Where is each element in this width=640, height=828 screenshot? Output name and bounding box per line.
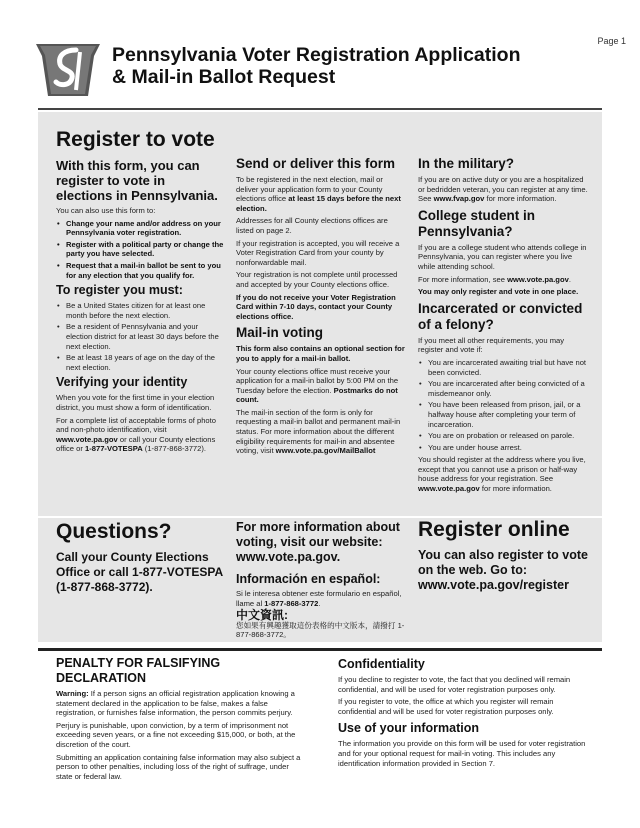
list-item: • Request that a mail-in ballot be sent to you for any election that you qualify for. <box>56 261 224 280</box>
vote-link[interactable]: www.vote.pa.gov <box>507 274 569 284</box>
register-also: You can also use this form to: <box>56 206 156 215</box>
spanish-body: Si le interesa obtener este formulario en español, llame al 1-877-868-3772. <box>236 589 402 608</box>
pennsylvania-keystone-logo <box>36 40 100 96</box>
mail-p1: This form also contains an optional section for you to apply for a mail-in ballot. <box>236 344 405 363</box>
penalty-p1: Warning: If a person signs an official registration application knowing a statement declared in the application to be false, makes a false registration, or furnishes false information, the person commits perjury. <box>56 689 295 718</box>
confidentiality-block <box>338 656 588 771</box>
college-p3: You may only register and vote in one place. <box>418 287 579 297</box>
penalty-p3: Submitting an application containing false information may also subject a person to other penalties, including loss of the right of suffrage, under state or federal law. <box>56 752 301 781</box>
more-info-block <box>236 520 412 643</box>
penalty-p2: Perjury is punishable, upon conviction, by a term of imprisonment not exceeding seven years, or a fine not exceeding $15,000, or both, at the discretion of the court. <box>56 720 296 749</box>
list-item: • Be a resident of Pennsylvania and your election district for at least 30 days before the next election. <box>56 322 224 351</box>
list-item: • Be at least 18 years of age on the day of the next election. <box>56 353 224 372</box>
send-p3: If your registration is accepted, you will receive a Voter Registration Card from your county by nonforwardable mail. <box>236 238 400 267</box>
send-title: Send or deliver this form <box>236 156 396 171</box>
mail-title: Mail-in voting <box>236 325 323 341</box>
verify-p1: When you vote for the first time in your election district, you must show a form of identification. <box>56 393 215 412</box>
military-p1: If you are on active duty or you are a hospitalized or bedridden veteran, you can register at any time. See www.fvap.gov for more information. <box>418 175 588 204</box>
more-info-title: For more information about voting, visit our website: www.vote.pa.gov. <box>236 520 400 564</box>
list-item: • You are incarcerated awaiting trial but have not been convicted. <box>418 358 588 377</box>
confidentiality-title: Confidentiality <box>338 657 425 671</box>
send-column <box>236 156 406 459</box>
verify-title: Verifying your identity <box>56 375 188 390</box>
header-rule <box>38 108 602 110</box>
questions-block <box>56 520 224 595</box>
college-p1: If you are a college student who attends college in Pennsylvania, you can register where you live while attending school. <box>418 242 587 271</box>
mailballot-link[interactable]: www.vote.pa.gov/MailBallot <box>275 446 376 456</box>
section-divider <box>38 648 602 651</box>
penalty-title: PENALTY FOR FALSIFYING DECLARATION <box>56 656 221 685</box>
votespa-phone: 1-877-VOTESPA <box>85 444 143 454</box>
title-line-2: & Mail-in Ballot Request <box>112 66 336 88</box>
military-column <box>418 156 588 497</box>
fvap-link[interactable]: www.fvap.gov <box>433 194 485 204</box>
felony-p1: If you meet all other requirements, you may register and vote if: <box>418 335 565 355</box>
confidentiality-p2: If you register to vote, the office at which you register will remain confidential and will be used for voter registration purposes only. <box>338 697 554 716</box>
list-item: • You are on probation or released on parole. <box>418 431 588 441</box>
list-item: • You have been released from prison, jail, or a halfway house after completing your term of incarceration. <box>418 400 588 429</box>
online-title: Register online <box>418 518 570 541</box>
military-title: In the military? <box>418 156 515 171</box>
list-item: • You are under house arrest. <box>418 443 588 453</box>
must-title: To register you must: <box>56 283 183 298</box>
online-body: You can also register to vote on the web. Go to: www.vote.pa.gov/register <box>418 548 588 592</box>
page-number: Page 1 <box>597 36 626 46</box>
mail-p2: Your county elections office must receive your application for a mail-in ballot by 5:00 PM on the Tuesday before the election. Postmarks do not count. <box>236 366 399 405</box>
college-p2: For more information, see www.vote.pa.gov. <box>418 274 571 284</box>
title-line-1: Pennsylvania Voter Registration Application <box>112 44 521 66</box>
chinese-body: 您如果有興趣獲取這份表格的中文版本，請撥打 1-877-868-3772。 <box>236 620 405 640</box>
list-item: • You are incarcerated after being convicted of a misdemeanor only. <box>418 379 588 398</box>
confidentiality-p1: If you decline to register to vote, the fact that you declined will remain confidential, and will be used for voter registration purposes only. <box>338 675 571 694</box>
chinese-title: 中文資訊: <box>236 608 288 623</box>
spanish-phone: 1-877-868-3772 <box>264 598 319 608</box>
use-body: The information you provide on this form will be used for voter registration and for your optional request for mail-in voting. This includes any identification information provided in Section 7. <box>338 739 586 768</box>
questions-body: Call your County Elections Office or call 1-877-VOTESPA (1-877-868-3772). <box>56 550 223 594</box>
felony-title: Incarcerated or convicted of a felony? <box>418 300 583 332</box>
send-p1: To be registered in the next election, mail or deliver your application form to your County elections office at least 15 days before the next election. <box>236 175 401 213</box>
list-item: • Register with a political party or change the party you have selected. <box>56 240 224 259</box>
felony-list <box>418 358 588 452</box>
send-p4: Your registration is not complete until processed and accepted by your County elections office. <box>236 270 398 289</box>
felony-p2: You should register at the address where you live, except that you cannot use a prison or half-way house address for your registration. See www.vote.pa.gov for more information. <box>418 455 586 494</box>
must-list <box>56 301 224 372</box>
list-item: • Be a United States citizen for at least one month before the next election. <box>56 301 224 320</box>
penalty-block <box>56 656 306 784</box>
college-title: College student in Pennsylvania? <box>418 207 536 239</box>
verify-p2: For a complete list of acceptable forms of photo and non-photo identification, visit www.vote.pa.gov or call your County elections office or 1-877-VOTESPA (1-877-868-3772). <box>56 415 216 454</box>
vote-link[interactable]: www.vote.pa.gov <box>418 484 480 494</box>
send-p2: Addresses for all County elections offices are listed on page 2. <box>236 216 388 235</box>
online-block <box>418 518 590 593</box>
list-item: • Change your name and/or address on your Pennsylvania voter registration. <box>56 219 224 238</box>
spanish-title: Información en español: <box>236 572 381 586</box>
register-title: Register to vote <box>56 128 215 151</box>
register-uses-list <box>56 219 224 281</box>
register-lead: With this form, you can register to vote in elections in Pennsylvania. <box>56 158 218 203</box>
vote-link[interactable]: www.vote.pa.gov <box>56 434 118 444</box>
mail-p3: The mail-in section of the form is only for requesting a mail-in ballot and permanent mail-in status. For more information about the different eligibility requirements for mail-in and absentee voting, visit www.vote.pa.gov/MailBallot <box>236 407 401 456</box>
questions-title: Questions? <box>56 520 172 543</box>
page-title <box>112 44 521 88</box>
send-p5: If you do not receive your Voter Registration Card within 7-10 days, contact your County elections office. <box>236 292 396 321</box>
register-column <box>56 128 224 457</box>
use-title: Use of your information <box>338 721 479 736</box>
